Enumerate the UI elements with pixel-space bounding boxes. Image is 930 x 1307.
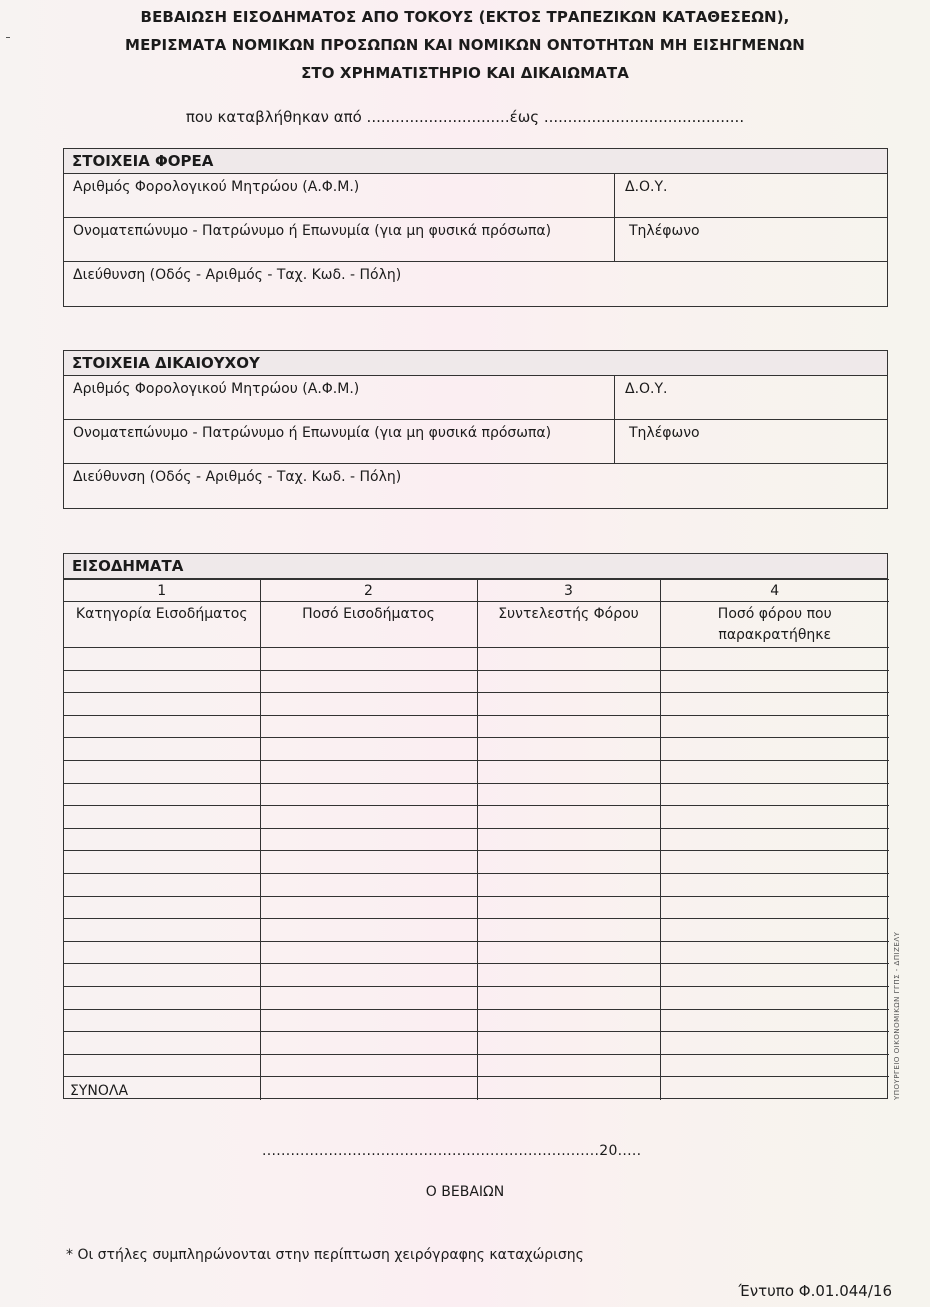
income-entry-cell[interactable] <box>260 896 477 919</box>
income-entry-cell[interactable] <box>64 941 260 964</box>
column-header-income-amount: Ποσό Εισοδήματος <box>260 602 477 648</box>
income-entry-cell[interactable] <box>64 873 260 896</box>
income-entry-cell[interactable] <box>64 783 260 806</box>
income-entry-row <box>64 1009 889 1032</box>
income-entry-row <box>64 648 889 671</box>
income-entry-cell[interactable] <box>260 715 477 738</box>
column-number: 4 <box>660 580 889 602</box>
income-entry-cell[interactable] <box>64 828 260 851</box>
totals-label: ΣΥΝΟΛΑ <box>64 1077 260 1100</box>
beneficiary-afm-field[interactable]: Αριθμός Φορολογικού Μητρώου (Α.Φ.Μ.) <box>73 381 360 397</box>
beneficiary-phone-field[interactable]: Τηλέφωνο <box>614 420 887 463</box>
income-section <box>63 553 888 1099</box>
income-entry-cell[interactable] <box>660 693 889 716</box>
title-line-3: ΣΤΟ ΧΡΗΜΑΤΙΣΤΗΡΙΟ ΚΑΙ ΔΙΚΑΙΩΜΑΤΑ <box>301 64 629 82</box>
total-tax-rate-cell[interactable] <box>477 1077 660 1100</box>
income-entry-cell[interactable] <box>660 873 889 896</box>
income-entry-cell[interactable] <box>477 693 660 716</box>
income-entry-cell[interactable] <box>260 851 477 874</box>
income-entry-cell[interactable] <box>64 715 260 738</box>
income-entry-row <box>64 828 889 851</box>
income-entry-cell[interactable] <box>260 648 477 671</box>
date-line[interactable]: .......................................................................20..... <box>262 1143 642 1159</box>
income-entry-cell[interactable] <box>64 964 260 987</box>
income-entry-cell[interactable] <box>477 670 660 693</box>
income-entry-cell[interactable] <box>477 1054 660 1077</box>
income-entry-row <box>64 1032 889 1055</box>
total-income-amount-cell[interactable] <box>260 1077 477 1100</box>
income-entry-cell[interactable] <box>477 760 660 783</box>
income-entry-cell[interactable] <box>660 896 889 919</box>
income-entry-cell[interactable] <box>660 986 889 1009</box>
income-entry-cell[interactable] <box>477 986 660 1009</box>
income-entry-cell[interactable] <box>660 1032 889 1055</box>
signer-label: Ο ΒΕΒΑΙΩΝ <box>425 1184 505 1200</box>
column-header-tax-withheld: Ποσό φόρου που παρακρατήθηκε <box>660 602 889 648</box>
payer-address-row <box>64 262 887 306</box>
income-entry-cell[interactable] <box>660 964 889 987</box>
payer-afm-row <box>64 174 887 218</box>
income-table <box>64 579 889 1100</box>
payer-doy-field[interactable]: Δ.Ο.Υ. <box>614 174 887 217</box>
income-entry-cell[interactable] <box>260 783 477 806</box>
title-line-2: ΜΕΡΙΣΜΑΤΑ ΝΟΜΙΚΩΝ ΠΡΟΣΩΠΩΝ ΚΑΙ ΝΟΜΙΚΩΝ ΟΝΤΟΤΗΤΩΝ ΜΗ ΕΙΣΗΓΜΕΝΩΝ <box>125 36 805 54</box>
income-entry-cell[interactable] <box>477 851 660 874</box>
income-entry-row <box>64 851 889 874</box>
income-entry-cell[interactable] <box>260 828 477 851</box>
income-entry-cell[interactable] <box>260 670 477 693</box>
income-entry-cell[interactable] <box>260 1009 477 1032</box>
income-entry-cell[interactable] <box>660 806 889 829</box>
income-entry-cell[interactable] <box>64 693 260 716</box>
income-entry-cell[interactable] <box>260 693 477 716</box>
income-entry-cell[interactable] <box>477 941 660 964</box>
income-entry-cell[interactable] <box>477 648 660 671</box>
column-header-row <box>64 602 889 648</box>
payer-name-field[interactable]: Ονοματεπώνυμο - Πατρώνυμο ή Επωνυμία (για μη φυσικά πρόσωπα) <box>73 223 552 239</box>
payer-phone-field[interactable]: Τηλέφωνο <box>614 218 887 261</box>
income-entry-cell[interactable] <box>660 670 889 693</box>
beneficiary-name-row <box>64 420 887 464</box>
income-entry-cell[interactable] <box>660 1009 889 1032</box>
income-entry-row <box>64 806 889 829</box>
income-entry-cell[interactable] <box>260 941 477 964</box>
payer-section-heading: ΣΤΟΙΧΕΙΑ ΦΟΡΕΑ <box>64 149 887 174</box>
income-entry-row <box>64 715 889 738</box>
beneficiary-section-heading: ΣΤΟΙΧΕΙΑ ΔΙΚΑΙΟΥΧΟΥ <box>64 351 887 376</box>
income-entry-cell[interactable] <box>477 806 660 829</box>
income-entry-cell[interactable] <box>660 648 889 671</box>
footnote: * Οι στήλες συμπληρώνονται στην περίπτωση χειρόγραφης καταχώρισης <box>66 1247 584 1263</box>
income-entry-cell[interactable] <box>64 851 260 874</box>
income-entry-cell[interactable] <box>64 670 260 693</box>
income-entry-row <box>64 670 889 693</box>
column-header-tax-rate: Συντελεστής Φόρου <box>477 602 660 648</box>
income-entry-cell[interactable] <box>477 1009 660 1032</box>
beneficiary-address-field[interactable]: Διεύθυνση (Οδός - Αριθμός - Ταχ. Κωδ. - Πόλη) <box>73 469 402 485</box>
income-entry-cell[interactable] <box>64 648 260 671</box>
column-number: 3 <box>477 580 660 602</box>
income-entry-cell[interactable] <box>660 715 889 738</box>
income-entry-row <box>64 896 889 919</box>
income-entry-cell[interactable] <box>660 828 889 851</box>
title-line-1: ΒΕΒΑΙΩΣΗ ΕΙΣΟΔΗΜΑΤΟΣ ΑΠΟ ΤΟΚΟΥΣ (ΕΚΤΟΣ ΤΡΑΠΕΖΙΚΩΝ ΚΑΤΑΘΕΣΕΩΝ), <box>140 8 790 26</box>
income-entry-cell[interactable] <box>477 896 660 919</box>
income-entry-row <box>64 783 889 806</box>
payer-section <box>63 148 888 307</box>
income-entry-cell[interactable] <box>64 1032 260 1055</box>
income-entry-cell[interactable] <box>660 783 889 806</box>
income-entry-cell[interactable] <box>660 919 889 942</box>
income-entry-cell[interactable] <box>64 986 260 1009</box>
income-entry-cell[interactable] <box>260 1054 477 1077</box>
beneficiary-afm-row <box>64 376 887 420</box>
income-entry-row <box>64 919 889 942</box>
payer-name-row <box>64 218 887 262</box>
income-entry-cell[interactable] <box>660 1054 889 1077</box>
beneficiary-doy-field[interactable]: Δ.Ο.Υ. <box>614 376 887 419</box>
income-entry-cell[interactable] <box>477 738 660 761</box>
income-entry-cell[interactable] <box>477 783 660 806</box>
column-number-row <box>64 580 889 602</box>
beneficiary-address-row <box>64 464 887 508</box>
payment-period-line[interactable]: που καταβλήθηκαν από ..............................έως .......................................... <box>185 108 745 126</box>
payer-address-field[interactable]: Διεύθυνση (Οδός - Αριθμός - Ταχ. Κωδ. - Πόλη) <box>73 267 402 283</box>
income-entry-cell[interactable] <box>260 919 477 942</box>
totals-row <box>64 1077 889 1100</box>
income-entry-row <box>64 941 889 964</box>
income-entry-cell[interactable] <box>260 1032 477 1055</box>
side-note: ΥΠΟΥΡΓΕΙΟ ΟΙΚΟΝΟΜΙΚΩΝ ΓΓΠΣ - ΔΠΙΖΕΛΥ <box>893 931 901 1100</box>
income-entry-cell[interactable] <box>477 828 660 851</box>
income-entry-cell[interactable] <box>660 941 889 964</box>
income-entry-cell[interactable] <box>660 760 889 783</box>
income-entry-cell[interactable] <box>260 964 477 987</box>
income-section-heading: ΕΙΣΟΔΗΜΑΤΑ <box>64 554 887 579</box>
income-entry-row <box>64 964 889 987</box>
income-entry-row <box>64 693 889 716</box>
income-entry-cell[interactable] <box>64 1054 260 1077</box>
income-entry-cell[interactable] <box>477 715 660 738</box>
income-entry-cell[interactable] <box>64 760 260 783</box>
total-tax-withheld-cell[interactable] <box>660 1077 889 1100</box>
income-entry-row <box>64 873 889 896</box>
income-entry-cell[interactable] <box>477 1032 660 1055</box>
income-entry-cell[interactable] <box>64 738 260 761</box>
beneficiary-name-field[interactable]: Ονοματεπώνυμο - Πατρώνυμο ή Επωνυμία (για μη φυσικά πρόσωπα) <box>73 425 552 441</box>
income-entry-row <box>64 1054 889 1077</box>
income-entry-row <box>64 986 889 1009</box>
income-entry-cell[interactable] <box>477 873 660 896</box>
income-entry-cell[interactable] <box>64 1009 260 1032</box>
income-entry-cell[interactable] <box>660 851 889 874</box>
income-entry-cell[interactable] <box>260 873 477 896</box>
income-entry-cell[interactable] <box>477 919 660 942</box>
income-entry-row <box>64 738 889 761</box>
income-entry-cell[interactable] <box>260 986 477 1009</box>
column-number: 2 <box>260 580 477 602</box>
payer-afm-field[interactable]: Αριθμός Φορολογικού Μητρώου (Α.Φ.Μ.) <box>73 179 360 195</box>
form-code: Έντυπο Φ.01.044/16 <box>738 1282 892 1300</box>
income-entry-cell[interactable] <box>260 806 477 829</box>
column-header-income-category: Κατηγορία Εισοδήματος <box>64 602 260 648</box>
income-entry-cell[interactable] <box>64 806 260 829</box>
income-entry-cell[interactable] <box>64 896 260 919</box>
income-entry-cell[interactable] <box>260 738 477 761</box>
income-entry-cell[interactable] <box>64 919 260 942</box>
income-entry-cell[interactable] <box>660 738 889 761</box>
column-number: 1 <box>64 580 260 602</box>
income-entry-row <box>64 760 889 783</box>
beneficiary-section <box>63 350 888 509</box>
income-entry-cell[interactable] <box>260 760 477 783</box>
income-entry-cell[interactable] <box>477 964 660 987</box>
